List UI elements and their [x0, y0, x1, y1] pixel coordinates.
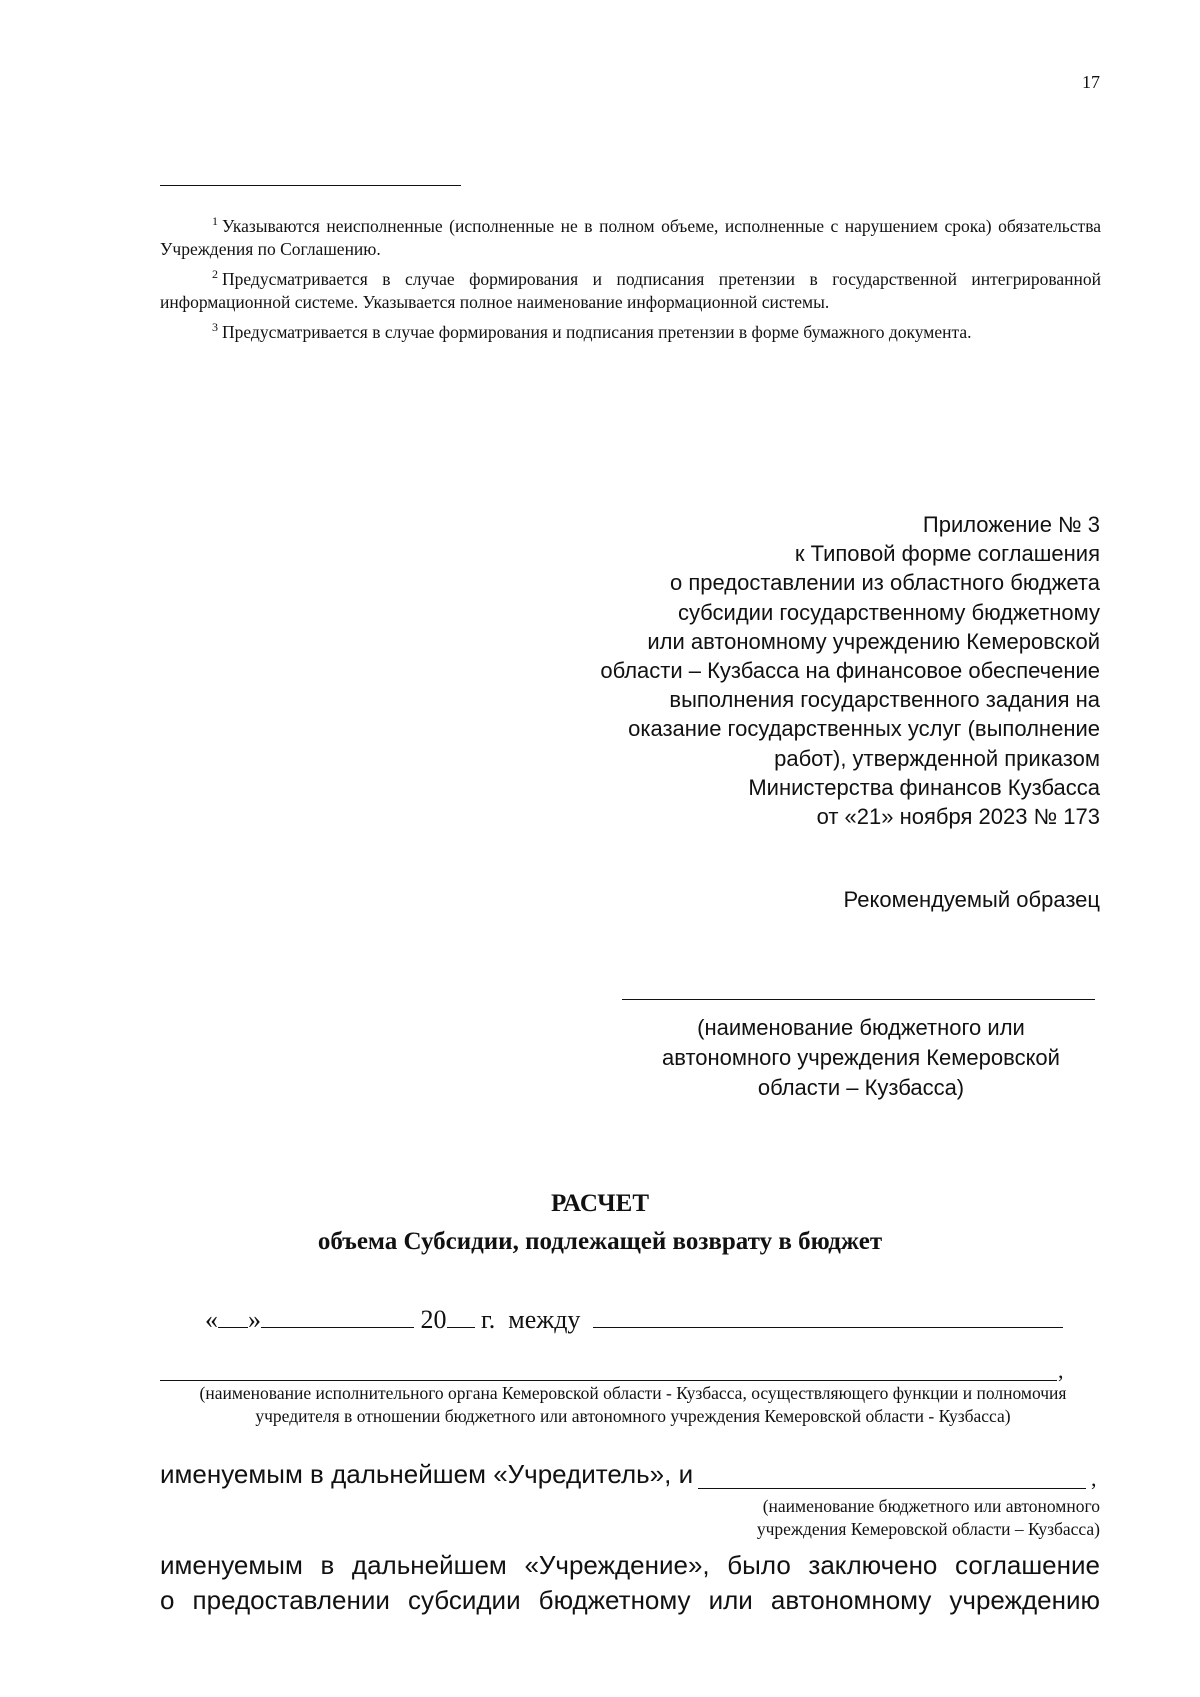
- close-quote: »: [248, 1305, 261, 1334]
- page-number: 17: [1082, 72, 1100, 92]
- appendix-line: от «21» ноября 2023 № 173: [816, 804, 1100, 830]
- comma: ,: [1091, 1466, 1097, 1491]
- appendix-line: работ), утвержденной приказом: [774, 745, 1100, 771]
- appendix-line: к Типовой форме соглашения: [794, 541, 1100, 567]
- footnote-1: [160, 210, 1101, 261]
- footnote-mark: 2: [212, 267, 218, 281]
- comma: ,: [1058, 1358, 1064, 1383]
- document-subtitle: объема Субсидии, подлежащей возврату в бюджет: [317, 1228, 883, 1255]
- institution-name-caption: [626, 1013, 1096, 1103]
- appendix-line: Приложение № 3: [922, 512, 1100, 537]
- body-paragraph: [160, 1548, 1100, 1618]
- day-blank: [218, 1303, 248, 1328]
- party-blank: [593, 1303, 1063, 1328]
- appendix-line: о предоставлении из областного бюджета: [670, 570, 1100, 596]
- year-suffix: г.: [481, 1305, 496, 1334]
- body-line: именуемым в дальнейшем «Учреждение», было заключено соглашение: [160, 1550, 1100, 1580]
- agreement-date-line: [205, 1303, 1063, 1335]
- institution-blank: [698, 1488, 1086, 1489]
- footnote-separator: [160, 185, 461, 186]
- caption-line: учреждения Кемеровской области – Кузбасса): [756, 1519, 1100, 1539]
- appendix-line: оказание государственных услуг (выполнение: [628, 716, 1100, 742]
- footnote-3: [160, 316, 1101, 344]
- year-prefix: 20: [420, 1305, 447, 1334]
- appendix-line: выполнения государственного задания на: [669, 687, 1100, 713]
- caption-line: автономного учреждения Кемеровской: [662, 1045, 1060, 1070]
- year-blank: [447, 1303, 475, 1328]
- caption-line: области – Кузбасса): [757, 1075, 965, 1100]
- footnote-text: Предусматривается в случае формирования и подписания претензии в государственной интегрированной информационной системе. Указывается полное наименование информационной системы.: [160, 269, 1101, 312]
- government-body-blank: [160, 1380, 1057, 1381]
- appendix-header: [500, 510, 1100, 831]
- sample-label: Рекомендуемый образец: [843, 887, 1100, 912]
- appendix-line: субсидии государственному бюджетному: [677, 599, 1100, 625]
- body-line: о предоставлении субсидии бюджетному или автономному учреждению: [160, 1585, 1100, 1615]
- between-word: между: [508, 1305, 581, 1334]
- month-blank: [261, 1303, 414, 1328]
- caption-line: (наименование бюджетного или: [697, 1015, 1025, 1040]
- footnote-2: [160, 263, 1101, 314]
- appendix-line: Министерства финансов Кузбасса: [748, 774, 1100, 800]
- institution-name-blank: [622, 999, 1095, 1000]
- caption-line: (наименование бюджетного или автономного: [762, 1496, 1100, 1516]
- appendix-line: или автономному учреждению Кемеровской: [647, 628, 1100, 654]
- footnote-text: Предусматривается в случае формирования и подписания претензии в форме бумажного документа.: [222, 322, 972, 342]
- document-title: РАСЧЕТ: [550, 1190, 649, 1217]
- open-quote: «: [205, 1305, 218, 1334]
- footnote-mark: 3: [212, 320, 218, 334]
- government-body-caption: (наименование исполнительного органа Кемеровской области - Кузбасса, осуществляющего функции и полномочия учредителя в отношении бюджетного или автономного учреждения Кемеровской области - Кузбасса): [199, 1383, 1067, 1426]
- founder-text: именуемым в дальнейшем «Учредитель», и: [160, 1459, 694, 1489]
- institution-caption-2: [650, 1495, 1100, 1541]
- footnote-text: Указываются неисполненные (исполненные не в полном объеме, исполненные с нарушением срока) обязательства Учреждения по Соглашению.: [160, 216, 1101, 259]
- footnote-mark: 1: [212, 214, 218, 228]
- appendix-line: области – Кузбасса на финансовое обеспечение: [600, 658, 1100, 684]
- footnotes: [160, 210, 1101, 346]
